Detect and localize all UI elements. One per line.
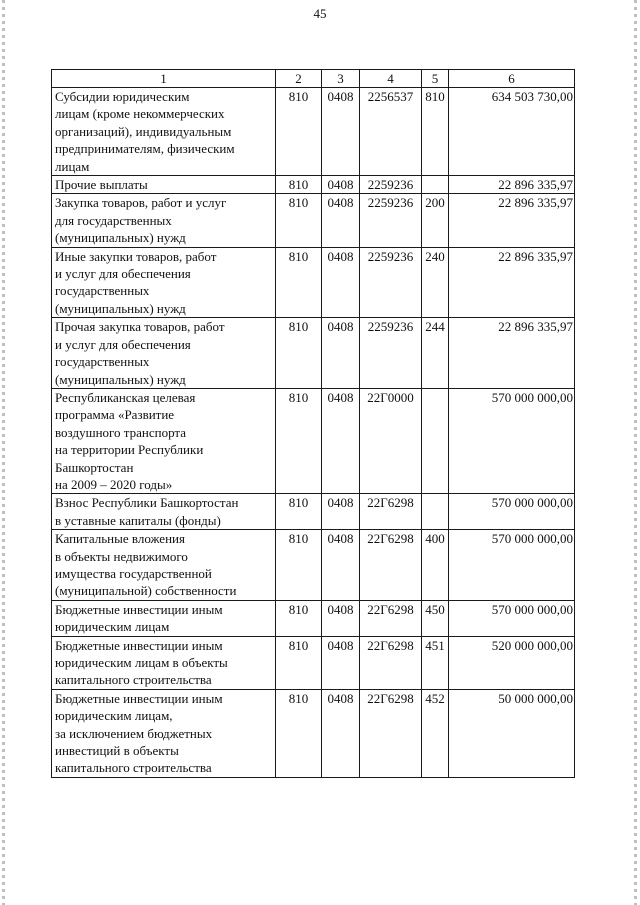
row-name-cell (52, 176, 276, 194)
code-cell: 810 (276, 194, 322, 247)
row-name-line: Капитальные вложения (55, 531, 185, 547)
expense-type-cell (422, 388, 449, 493)
row-name-line: для государственных (55, 212, 172, 228)
section-cell: 0408 (322, 636, 360, 689)
amount-cell: 570 000 000,00 (449, 494, 575, 530)
row-name-line: Бюджетные инвестиции иным (55, 637, 223, 653)
section-cell: 0408 (322, 600, 360, 636)
code-cell: 810 (276, 689, 322, 777)
expense-type-cell: 244 (422, 318, 449, 389)
row-name-cell (52, 88, 276, 176)
expense-type-cell: 450 (422, 600, 449, 636)
row-name-line: Прочая закупка товаров, работ (55, 319, 225, 335)
amount-cell: 520 000 000,00 (449, 636, 575, 689)
amount-cell: 570 000 000,00 (449, 600, 575, 636)
code-cell: 810 (276, 318, 322, 389)
row-name-cell (52, 388, 276, 493)
row-name-line: Республиканская целевая (55, 389, 196, 405)
row-name-line: предпринимателям, физическим (55, 141, 235, 157)
table-row (52, 689, 575, 777)
row-name-line: в уставные капиталы (фонды) (55, 512, 221, 528)
page-number: 45 (313, 6, 327, 21)
row-name-line: Прочие выплаты (55, 177, 148, 193)
row-name-line: Бюджетные инвестиции иным (55, 601, 223, 617)
row-name-line: Закупка товаров, работ и услуг (55, 195, 227, 211)
header-col-2: 2 (276, 70, 322, 88)
row-name-line: юридическим лицам (55, 619, 170, 635)
target-article-cell: 2256537 (360, 88, 422, 176)
target-article-cell: 2259236 (360, 176, 422, 194)
row-name-line: Иные закупки товаров, работ (55, 248, 217, 264)
row-name-line: государственных (55, 283, 150, 299)
section-cell: 0408 (322, 530, 360, 601)
row-name-line: юридическим лицам в объекты (55, 655, 228, 670)
target-article-cell: 22Г0000 (360, 388, 422, 493)
target-article-cell: 2259236 (360, 247, 422, 318)
row-name-cell (52, 494, 276, 530)
row-name-line: (муниципальных) нужд (55, 371, 186, 387)
row-name-line: лицам (кроме некоммерческих (55, 106, 225, 122)
table-row (52, 494, 575, 530)
amount-cell: 570 000 000,00 (449, 530, 575, 601)
table-row (52, 194, 575, 247)
amount-cell: 634 503 730,00 (449, 88, 575, 176)
row-name-line: и услуг для обеспечения (55, 336, 191, 352)
expense-type-cell: 240 (422, 247, 449, 318)
code-cell: 810 (276, 636, 322, 689)
code-cell: 810 (276, 494, 322, 530)
scan-edge-left (2, 0, 5, 905)
row-name-line: организаций), индивидуальным (55, 123, 232, 139)
row-name-line: лицам (55, 158, 90, 174)
target-article-cell: 2259236 (360, 194, 422, 247)
row-name-line: капитального строительства (55, 672, 212, 688)
table-row (52, 88, 575, 176)
section-cell: 0408 (322, 194, 360, 247)
row-name-line: инвестиций в объекты (55, 743, 179, 759)
amount-cell: 22 896 335,97 (449, 176, 575, 194)
table-row (52, 388, 575, 493)
amount-cell: 22 896 335,97 (449, 318, 575, 389)
row-name-line: Взнос Республики Башкортостан (55, 495, 239, 511)
amount-cell: 22 896 335,97 (449, 194, 575, 247)
row-name-line: капитального строительства (55, 760, 212, 776)
row-name-cell (52, 194, 276, 247)
code-cell: 810 (276, 88, 322, 176)
target-article-cell: 22Г6298 (360, 600, 422, 636)
target-article-cell: 2259236 (360, 318, 422, 389)
target-article-cell: 22Г6298 (360, 494, 422, 530)
code-cell: 810 (276, 247, 322, 318)
code-cell: 810 (276, 530, 322, 601)
target-article-cell: 22Г6298 (360, 689, 422, 777)
row-name-line: (муниципальных) нужд (55, 230, 186, 246)
row-name-cell (52, 600, 276, 636)
section-cell: 0408 (322, 318, 360, 389)
table-header-row (52, 70, 575, 88)
header-col-3: 3 (322, 70, 360, 88)
table-row (52, 247, 575, 318)
row-name-line: (муниципальных) нужд (55, 300, 186, 316)
row-name-line: программа «Развитие (55, 407, 175, 423)
expense-type-cell (422, 494, 449, 530)
row-name-line: воздушного транспорта (55, 424, 187, 440)
row-name-line: юридическим лицам, (55, 708, 173, 724)
section-cell: 0408 (322, 176, 360, 194)
amount-cell: 570 000 000,00 (449, 388, 575, 493)
row-name-line: на 2009 – 2020 годы» (55, 476, 173, 492)
expense-type-cell: 452 (422, 689, 449, 777)
row-name-line: за исключением бюджетных (55, 725, 213, 741)
section-cell: 0408 (322, 247, 360, 318)
budget-table (51, 69, 575, 778)
section-cell: 0408 (322, 88, 360, 176)
table-row (52, 318, 575, 389)
amount-cell: 22 896 335,97 (449, 247, 575, 318)
row-name-line: в объекты недвижимого (55, 548, 188, 564)
section-cell: 0408 (322, 689, 360, 777)
row-name-line: государственных (55, 354, 150, 370)
row-name-line: Бюджетные инвестиции иным (55, 690, 223, 706)
expense-type-cell: 451 (422, 636, 449, 689)
header-col-5: 5 (422, 70, 449, 88)
scan-edge-right (634, 0, 637, 905)
expense-type-cell: 810 (422, 88, 449, 176)
section-cell: 0408 (322, 494, 360, 530)
expense-type-cell (422, 176, 449, 194)
table-body (52, 88, 575, 778)
code-cell: 810 (276, 600, 322, 636)
header-col-4: 4 (360, 70, 422, 88)
row-name-line: имущества государственной (55, 565, 212, 581)
expense-type-cell: 400 (422, 530, 449, 601)
table-row (52, 176, 575, 194)
row-name-line: Башкортостан (55, 459, 134, 475)
table-row (52, 530, 575, 601)
expense-type-cell: 200 (422, 194, 449, 247)
header-col-6: 6 (449, 70, 575, 88)
amount-cell: 50 000 000,00 (449, 689, 575, 777)
target-article-cell: 22Г6298 (360, 530, 422, 601)
row-name-line: Субсидии юридическим (55, 89, 190, 104)
row-name-cell (52, 636, 276, 689)
row-name-cell (52, 689, 276, 777)
table-row (52, 600, 575, 636)
row-name-cell (52, 318, 276, 389)
code-cell: 810 (276, 176, 322, 194)
target-article-cell: 22Г6298 (360, 636, 422, 689)
table-row (52, 636, 575, 689)
row-name-line: на территории Республики (55, 442, 204, 458)
row-name-line: и услуг для обеспечения (55, 266, 191, 282)
row-name-line: (муниципальной) собственности (55, 583, 237, 599)
row-name-cell (52, 247, 276, 318)
header-col-1: 1 (52, 70, 276, 88)
code-cell: 810 (276, 388, 322, 493)
section-cell: 0408 (322, 388, 360, 493)
row-name-cell (52, 530, 276, 601)
